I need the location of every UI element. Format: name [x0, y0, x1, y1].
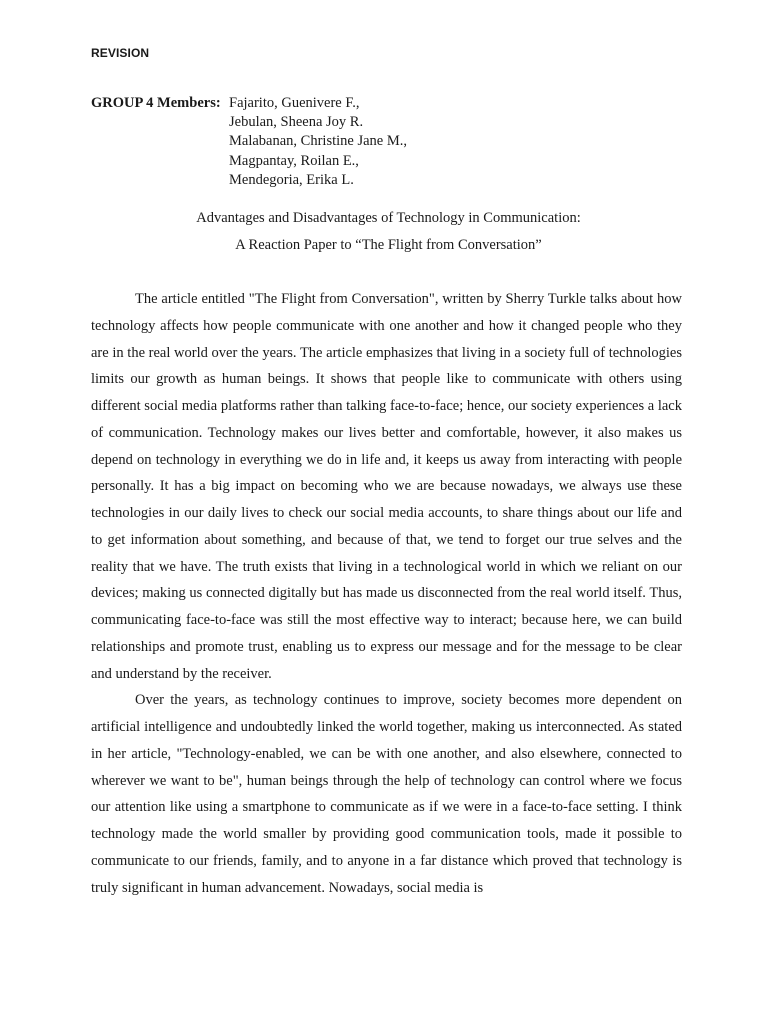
member-name: Fajarito, Guenivere F.,	[229, 95, 360, 111]
member-name: Jebulan, Sheena Joy R.	[229, 114, 364, 131]
body-paragraph: The article entitled "The Flight from Conversation", written by Sherry Turkle talks about how technology affects how people communicate with one another and how it changed people who they are in the real world over the years. The article emphasizes that living in a society full of technologies limits our growth as human beings. It shows that people like to communicate with others using different social media platforms rather than talking face-to-face; hence, our society experiences a lack of communication. Technology makes our lives better and comfortable, however, it also makes us depend on technology in everything we do in life and, it keeps us away from interacting with people personally. It has a big impact on becoming who we are because nowadays, we always use these technologies in our daily lives to check our social media accounts, to share things about our life and to get information about something, and because of that, we tend to forget our true selves and the reality that we have. The truth exists that living in a technological world in which we reliant on our devices; making us connected digitally but has made us disconnected from the real world itself. Thus, communicating face-to-face was still the most effective way to interact; because here, we can build relationships and promote trust, enabling us to express our message and for the message to be clear and understand by the receiver.	[91, 291, 682, 682]
member-name: Mendegoria, Erika L.	[229, 171, 354, 188]
paper-title-line-2: A Reaction Paper to “The Flight from Conversation”	[235, 237, 542, 253]
paper-title	[91, 205, 686, 259]
revision-label: REVISION	[91, 46, 150, 60]
members-list	[229, 94, 407, 190]
body-paragraph: Over the years, as technology continues to improve, society becomes more dependent on artificial intelligence and undoubtedly linked the world together, making us interconnected. As stated in her article, "Technology-enabled, we can be with one another, and also elsewhere, connected to wherever we want to be", human beings through the help of technology can control where we focus our attention like using a smartphone to communicate as if we were in a face-to-face setting. I think technology made the world smaller by providing good communication tools, made it possible to communicate to our friends, family, and to anyone in a far distance which proved that technology is truly significant in human advancement. Nowadays, social media is	[91, 692, 682, 896]
paper-title-line-1: Advantages and Disadvantages of Technology in Communication:	[196, 210, 581, 226]
body-text	[91, 286, 682, 901]
group-label: GROUP 4 Members:	[91, 95, 221, 111]
member-name: Magpantay, Roilan E.,	[229, 152, 359, 169]
member-name: Malabanan, Christine Jane M.,	[229, 133, 407, 150]
